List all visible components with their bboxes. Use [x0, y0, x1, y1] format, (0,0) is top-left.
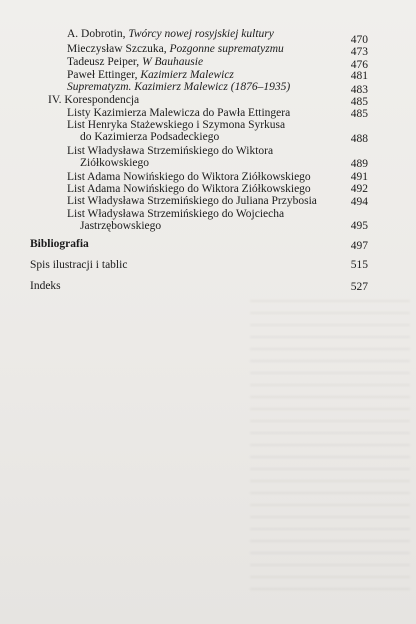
entry-author: Mieczysław Szczuka, — [67, 43, 170, 55]
page-number: 494 — [350, 196, 368, 208]
page-number: 492 — [350, 183, 368, 195]
toc-entry — [67, 56, 203, 69]
page-number: 491 — [350, 171, 368, 183]
entry-author: A. Dobrotin, — [67, 28, 129, 40]
toc-entry: List Henryka Stażewskiego i Szymona Syrkusa — [67, 119, 286, 131]
entry-author: Paweł Ettinger, — [67, 69, 141, 81]
page-number: 473 — [350, 46, 368, 58]
entry-title: Kazimierz Malewicz — [140, 69, 234, 81]
toc-entry: List Władysława Strzemińskiego do Juliana Przybosia — [67, 195, 317, 207]
page-number: 485 — [350, 108, 368, 120]
page-number: 515 — [350, 259, 368, 271]
toc-entry: List Władysława Strzemińskiego do Wojciecha — [67, 208, 285, 220]
toc-entry — [67, 43, 284, 56]
index-heading: Indeks — [30, 280, 61, 292]
toc-entry: List Władysława Strzemińskiego do Wiktora — [67, 145, 274, 157]
bibliografia-heading: Bibliografia — [30, 238, 89, 250]
page-number: 488 — [350, 133, 368, 145]
page-number: 489 — [350, 158, 368, 170]
page-number: 497 — [350, 240, 368, 252]
illustrations-heading: Spis ilustracji i tablic — [30, 259, 128, 271]
entry-title: Twórcy nowej rosyjskiej kultury — [128, 28, 274, 40]
toc-entry — [67, 81, 290, 94]
page-number: 485 — [350, 96, 368, 108]
page-number: 483 — [350, 84, 368, 96]
toc-entry: List Adama Nowińskiego do Wiktora Ziółkowskiego — [67, 183, 311, 195]
entry-title: W Bauhausie — [142, 56, 204, 68]
toc-entry-continuation: do Kazimierza Podsadeckiego — [80, 131, 220, 143]
toc-entry: List Adama Nowińskiego do Wiktora Ziółkowskiego — [67, 171, 311, 183]
entry-author: Tadeusz Peiper, — [67, 56, 143, 68]
entry-title: Pozgonne suprematyzmu — [169, 43, 284, 55]
page-number: 527 — [350, 281, 368, 293]
toc-entry-continuation: Jastrzębowskiego — [80, 220, 162, 232]
section-heading: IV. Korespondencja — [48, 94, 140, 106]
entry-title: Suprematyzm. Kazimierz Malewicz (1876–1935) — [67, 81, 291, 93]
page-number: 470 — [350, 34, 368, 46]
toc-entry-continuation: Ziółkowskiego — [80, 157, 149, 169]
toc-entry: Listy Kazimierza Malewicza do Pawła Ettingera — [67, 107, 291, 119]
page-number: 495 — [350, 220, 368, 232]
bleed-through-text — [250, 300, 410, 600]
page-number: 476 — [350, 59, 368, 71]
page-number: 481 — [350, 70, 368, 82]
toc-entry — [67, 28, 274, 41]
